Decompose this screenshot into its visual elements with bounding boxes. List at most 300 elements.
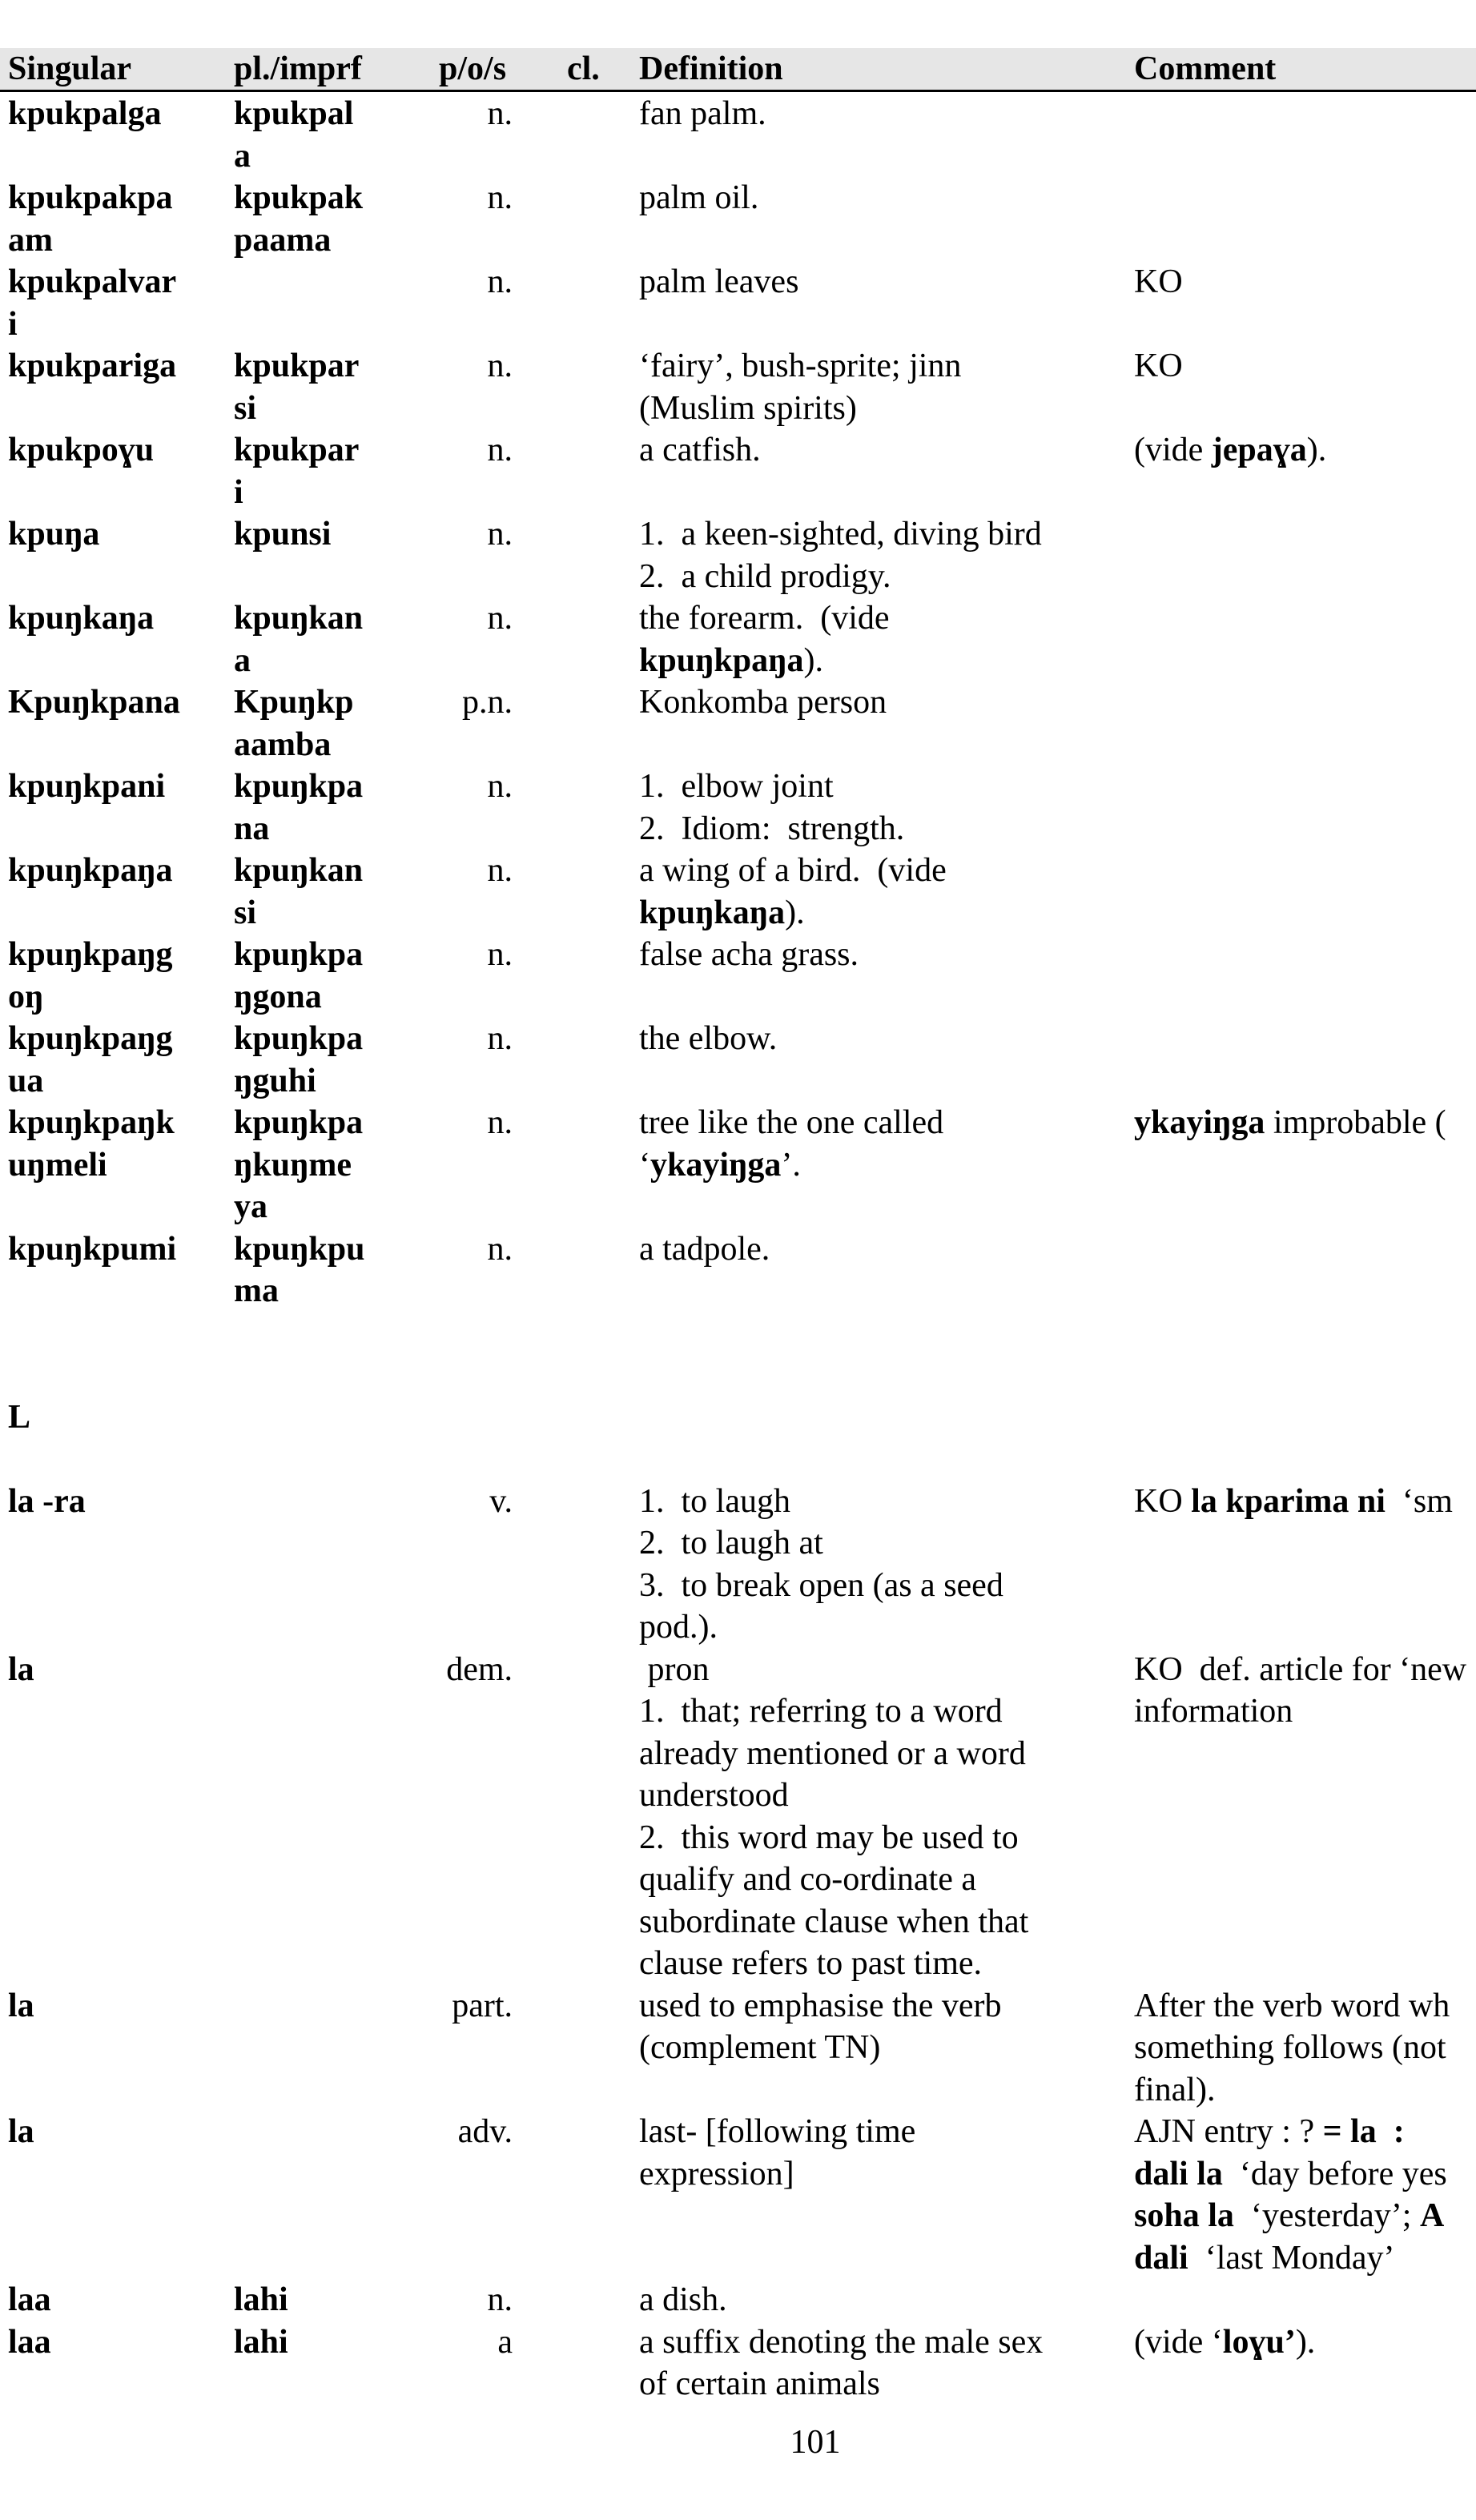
- text-run: pod.).: [639, 1609, 718, 1646]
- comment-cell-line: [1134, 2027, 1450, 2069]
- pos-cell: [400, 1228, 513, 1271]
- plural-cell-line: na: [234, 810, 270, 847]
- singular-cell-line: laa: [8, 2323, 51, 2361]
- definition-cell-line: [639, 513, 1042, 556]
- dictionary-table: [0, 93, 1476, 2405]
- plural-cell-line: kpukpar: [234, 432, 360, 468]
- table-row: [0, 1228, 1476, 1312]
- bold-term: dali la: [1134, 2155, 1223, 2192]
- pos-cell-line: n.: [487, 263, 513, 300]
- plural-cell: [234, 934, 363, 1018]
- singular-cell-line: kpuŋkpumi: [8, 1230, 177, 1268]
- definition-cell-line: [639, 1102, 943, 1144]
- plural-cell-line: kpuŋkpa: [234, 936, 364, 973]
- plural-cell-line: i: [234, 473, 243, 511]
- pos-cell: [400, 934, 513, 976]
- definition-cell-line: [639, 261, 798, 303]
- plural-cell: [234, 429, 359, 513]
- text-run: ‘yesterday’;: [1233, 2197, 1420, 2234]
- text-run: 1. to laugh: [639, 1482, 790, 1520]
- singular-cell: [8, 513, 99, 556]
- pos-cell: [400, 261, 513, 303]
- text-run: a tadpole.: [639, 1230, 770, 1268]
- singular-cell: [8, 2279, 51, 2321]
- plural-cell-line: si: [234, 894, 257, 931]
- singular-cell: [8, 261, 176, 345]
- definition-cell-line: [639, 1774, 1028, 1817]
- plural-cell: [234, 513, 331, 556]
- plural-cell-line: kpuŋkpa: [234, 768, 364, 805]
- pos-cell-line: n.: [487, 348, 513, 384]
- text-run: 1. elbow joint: [639, 768, 834, 805]
- pos-cell-line: n.: [487, 600, 513, 637]
- plural-cell-line: kpunsi: [234, 516, 332, 553]
- plural-cell: [234, 597, 363, 681]
- text-run: false acha grass.: [639, 936, 859, 973]
- singular-cell-line: laa: [8, 2281, 51, 2318]
- comment-cell: [1134, 345, 1183, 388]
- table-row: [0, 93, 1476, 177]
- text-run: (complement TN): [639, 2029, 881, 2066]
- singular-cell-line: ua: [8, 1062, 44, 1099]
- plural-cell-line: lahi: [234, 2281, 288, 2318]
- singular-cell-line: la: [8, 1650, 34, 1688]
- plural-cell-line: kpukpar: [234, 348, 360, 384]
- comment-cell: [1134, 2321, 1315, 2364]
- singular-cell: [8, 1985, 34, 2028]
- plural-cell-line: paama: [234, 221, 332, 259]
- singular-cell-line: i: [8, 305, 18, 343]
- singular-cell: [8, 1481, 86, 1523]
- text-run: subordinate clause when that: [639, 1903, 1029, 1940]
- definition-cell-line: [639, 1606, 1003, 1649]
- singular-cell: [8, 681, 180, 724]
- text-run: last- [following time: [639, 2113, 916, 2150]
- table-row: [0, 2321, 1476, 2405]
- plural-cell-line: kpuŋkan: [234, 600, 364, 637]
- definition-cell-line: [639, 1228, 770, 1271]
- singular-cell-line: kpuŋkpaŋa: [8, 852, 173, 889]
- definition-cell: [639, 177, 758, 219]
- text-run: After the verb word wh: [1134, 1987, 1450, 2024]
- text-run: fan palm.: [639, 95, 766, 132]
- plural-cell-line: si: [234, 389, 257, 427]
- plural-cell: [234, 2279, 288, 2321]
- pos-cell-line: n.: [487, 516, 513, 553]
- singular-cell: [8, 429, 154, 472]
- definition-cell: [639, 1985, 1002, 2069]
- singular-cell-line: la: [8, 2113, 34, 2150]
- singular-cell-line: kpukpariga: [8, 348, 177, 384]
- table-row: [0, 513, 1476, 597]
- bold-term: jepaɣa: [1211, 432, 1307, 468]
- table-row: [0, 345, 1476, 429]
- pos-cell: [400, 429, 513, 472]
- definition-cell-line: [639, 597, 890, 640]
- pos-cell: [400, 1018, 513, 1060]
- plural-cell: [234, 345, 359, 429]
- plural-cell: [234, 177, 363, 261]
- text-run: KO: [1134, 348, 1183, 384]
- comment-cell-line: [1134, 429, 1326, 472]
- plural-cell-line: kpuŋkpa: [234, 1020, 364, 1057]
- definition-cell-line: [639, 388, 961, 430]
- definition-cell-line: [639, 2321, 1043, 2364]
- definition-cell-line: [639, 1859, 1028, 1901]
- text-run: ‘last Monday’: [1188, 2239, 1395, 2277]
- comment-cell-line: [1134, 2069, 1450, 2112]
- plural-cell-line: kpukpak: [234, 179, 364, 216]
- pos-cell: [400, 345, 513, 388]
- definition-cell: [639, 2279, 727, 2321]
- definition-cell: [639, 850, 947, 934]
- singular-cell-line: kpuŋkpaŋg: [8, 1020, 173, 1057]
- definition-cell-line: [639, 429, 761, 472]
- pos-cell: [400, 177, 513, 219]
- pos-cell: [400, 2279, 513, 2321]
- definition-cell-line: [639, 2279, 727, 2321]
- plural-cell-line: a: [234, 641, 251, 679]
- singular-cell: [8, 934, 173, 1018]
- text-run: understood: [639, 1777, 789, 1814]
- text-run: information: [1134, 1693, 1293, 1730]
- text-run: ).: [1306, 432, 1327, 468]
- singular-cell-line: kpuŋa: [8, 516, 100, 553]
- text-run: 2. to laugh at: [639, 1525, 823, 1561]
- table-row: [0, 766, 1476, 850]
- table-row: [0, 1481, 1476, 1649]
- singular-cell: [8, 93, 161, 135]
- definition-cell: [639, 261, 798, 303]
- text-run: the elbow.: [639, 1020, 778, 1057]
- table-row: [0, 597, 1476, 681]
- definition-cell: [639, 2321, 1043, 2405]
- text-run: palm leaves: [639, 263, 799, 300]
- plural-cell-line: aamba: [234, 725, 332, 763]
- singular-cell: [8, 1018, 173, 1102]
- plural-cell: [234, 1228, 365, 1312]
- text-run: KO def. article for ‘new: [1134, 1650, 1467, 1688]
- singular-cell-line: kpuŋkpaŋk: [8, 1104, 175, 1141]
- header-pos: p/o/s: [439, 50, 507, 87]
- table-row: [0, 1102, 1476, 1228]
- text-run: palm oil.: [639, 179, 759, 216]
- singular-cell: [8, 850, 173, 892]
- definition-cell-line: [639, 177, 758, 219]
- singular-cell-line: kpuŋkpaŋg: [8, 936, 173, 973]
- definition-cell-line: [639, 850, 947, 892]
- definition-cell-line: [639, 1481, 1003, 1523]
- definition-cell-line: [639, 2111, 915, 2153]
- pos-cell: [400, 2321, 513, 2364]
- plural-cell-line: lahi: [234, 2323, 288, 2361]
- definition-cell-line: [639, 808, 904, 850]
- definition-cell: [639, 1649, 1028, 1985]
- bold-term: la kparima ni: [1191, 1482, 1386, 1520]
- comment-cell-line: [1134, 1985, 1450, 2028]
- text-run: a catfish.: [639, 432, 761, 468]
- singular-cell-line: la -ra: [8, 1482, 86, 1520]
- pos-cell: [400, 681, 513, 724]
- definition-cell-line: [639, 1901, 1028, 1943]
- header-plural: pl./imprf: [234, 50, 362, 87]
- table-row: [0, 2279, 1476, 2321]
- singular-cell: [8, 2111, 34, 2153]
- definition-cell: [639, 1018, 777, 1060]
- comment-cell-line: [1134, 2321, 1315, 2364]
- definition-cell: [639, 429, 761, 472]
- text-run: already mentioned or a word: [639, 1734, 1026, 1772]
- comment-cell: [1134, 1985, 1450, 2112]
- definition-cell: [639, 93, 766, 135]
- definition-cell-line: [639, 1565, 1003, 1607]
- text-run: improbable (: [1265, 1104, 1446, 1141]
- definition-cell-line: [639, 556, 1042, 598]
- table-row: [0, 1985, 1476, 2112]
- text-run: 1. a keen-sighted, diving bird: [639, 516, 1042, 553]
- pos-cell: [400, 1102, 513, 1144]
- text-run: ).: [803, 641, 824, 679]
- definition-cell: [639, 513, 1042, 597]
- table-row: [0, 681, 1476, 766]
- comment-cell-line: [1134, 2153, 1447, 2196]
- singular-cell-line: Kpuŋkpana: [8, 684, 180, 721]
- singular-cell: [8, 2321, 51, 2364]
- pos-cell-line: p.n.: [462, 684, 513, 721]
- comment-cell-line: [1134, 1102, 1446, 1144]
- definition-cell: [639, 1102, 943, 1186]
- definition-cell: [639, 681, 887, 724]
- singular-cell: [8, 597, 154, 640]
- pos-cell: [400, 1649, 513, 1691]
- pos-cell-line: n.: [487, 936, 513, 973]
- pos-cell-line: v.: [489, 1482, 513, 1520]
- definition-cell-line: [639, 2153, 915, 2196]
- comment-cell: [1134, 1649, 1466, 1733]
- definition-cell: [639, 597, 890, 681]
- text-run: expression]: [639, 2155, 794, 2192]
- definition-cell-line: [639, 892, 947, 934]
- text-run: 3. to break open (as a seed: [639, 1566, 1003, 1604]
- comment-cell-line: [1134, 2195, 1447, 2237]
- pos-cell: [400, 850, 513, 892]
- definition-cell: [639, 934, 859, 976]
- plural-cell: [234, 681, 353, 766]
- text-run: (Muslim spirits): [639, 389, 857, 427]
- definition-cell-line: [639, 1690, 1028, 1733]
- plural-cell: [234, 850, 363, 934]
- header-singular: Singular: [8, 50, 132, 87]
- table-row: [0, 850, 1476, 934]
- singular-cell-line: kpukpalvar: [8, 263, 177, 300]
- pos-cell-line: n.: [487, 432, 513, 468]
- comment-cell-line: [1134, 1481, 1453, 1523]
- definition-cell-line: [639, 1733, 1028, 1775]
- section-heading: L: [8, 1398, 31, 1436]
- text-run: ‘day before yes: [1222, 2155, 1447, 2192]
- comment-cell: [1134, 1481, 1453, 1523]
- text-run: qualify and co-ordinate a: [639, 1861, 976, 1898]
- text-run: Konkomba person: [639, 684, 887, 721]
- text-run: AJN entry : ?: [1134, 2113, 1323, 2150]
- definition-cell-line: [639, 1144, 943, 1187]
- table-row: [0, 2111, 1476, 2279]
- pos-cell-line: n.: [487, 1230, 513, 1268]
- singular-cell-line: uŋmeli: [8, 1146, 107, 1184]
- pos-cell-line: adv.: [457, 2113, 513, 2150]
- plural-cell-line: ma: [234, 1272, 279, 1309]
- pos-cell: [400, 513, 513, 556]
- pos-cell-line: n.: [487, 768, 513, 805]
- text-run: 2. a child prodigy.: [639, 557, 891, 595]
- header-comment: Comment: [1134, 50, 1277, 87]
- text-run: (vide ‘: [1134, 2323, 1223, 2361]
- text-run: KO: [1134, 263, 1183, 300]
- plural-cell-line: kpukpal: [234, 95, 354, 132]
- pos-cell-line: a: [497, 2323, 513, 2361]
- bold-term: kpuŋkaŋa: [639, 894, 786, 931]
- header-definition: Definition: [639, 50, 783, 87]
- definition-cell-line: [639, 1649, 1028, 1691]
- text-run: 2. Idiom: strength.: [639, 810, 905, 847]
- singular-cell: [8, 1228, 176, 1271]
- singular-cell-line: oŋ: [8, 978, 44, 1015]
- pos-cell-line: n.: [487, 2281, 513, 2318]
- pos-cell-line: dem.: [446, 1650, 513, 1688]
- definition-cell: [639, 1228, 770, 1271]
- singular-cell: [8, 345, 176, 388]
- text-run: KO: [1134, 1482, 1192, 1520]
- plural-cell: [234, 93, 353, 177]
- plural-cell: [234, 1018, 363, 1102]
- text-run: (vide: [1134, 432, 1212, 468]
- pos-cell: [400, 1985, 513, 2028]
- plural-cell-line: ya: [234, 1188, 267, 1225]
- plural-cell: [234, 2321, 288, 2364]
- bold-term: = la :: [1322, 2113, 1405, 2150]
- text-run: pron: [639, 1650, 710, 1688]
- bold-term: loɣu’: [1222, 2323, 1296, 2361]
- definition-cell-line: [639, 1943, 1028, 1985]
- definition-cell-line: [639, 93, 766, 135]
- definition-cell: [639, 1481, 1003, 1649]
- plural-cell-line: kpuŋkan: [234, 852, 364, 889]
- bold-term: dali: [1134, 2239, 1188, 2277]
- text-run: ‘fairy’, bush-sprite; jinn: [639, 348, 962, 384]
- singular-cell: [8, 766, 165, 808]
- bold-term: ykayiŋga: [1134, 1104, 1265, 1141]
- comment-cell-line: [1134, 2237, 1447, 2280]
- pos-cell-line: n.: [487, 1020, 513, 1057]
- singular-cell-line: la: [8, 1987, 34, 2024]
- plural-cell-line: ŋkuŋme: [234, 1146, 352, 1184]
- plural-cell-line: Kpuŋkp: [234, 684, 354, 721]
- comment-cell-line: [1134, 345, 1183, 388]
- definition-cell: [639, 345, 961, 429]
- pos-cell: [400, 766, 513, 808]
- pos-cell-line: n.: [487, 1104, 513, 1141]
- plural-cell: [234, 1102, 363, 1228]
- plural-cell-line: ŋguhi: [234, 1062, 316, 1099]
- definition-cell-line: [639, 681, 887, 724]
- definition-cell: [639, 2111, 915, 2195]
- text-run: used to emphasise the verb: [639, 1987, 1002, 2024]
- text-run: a wing of a bird. (vide: [639, 852, 947, 889]
- table-row: [0, 1018, 1476, 1102]
- comment-cell: [1134, 261, 1183, 303]
- table-row: [0, 177, 1476, 261]
- text-run: a dish.: [639, 2281, 727, 2318]
- singular-cell: [8, 1102, 175, 1186]
- page-number: 101: [790, 2424, 841, 2461]
- table-row: [0, 429, 1476, 513]
- table-header: [0, 48, 1476, 92]
- comment-cell: [1134, 2111, 1447, 2279]
- text-run: 1. that; referring to a word: [639, 1693, 1003, 1730]
- text-run: clause refers to past time.: [639, 1945, 982, 1982]
- definition-cell-line: [639, 1985, 1002, 2028]
- definition-cell-line: [639, 2027, 1002, 2069]
- bold-term: kpuŋkpaŋa: [639, 641, 804, 679]
- bold-term: ykayiŋga: [650, 1146, 782, 1184]
- table-row: [0, 1649, 1476, 1985]
- table-row: [0, 934, 1476, 1018]
- text-run: a suffix denoting the male sex: [639, 2323, 1044, 2361]
- text-run: ).: [785, 894, 805, 931]
- plural-cell-line: kpuŋkpu: [234, 1230, 365, 1268]
- pos-cell-line: n.: [487, 179, 513, 216]
- table-row: [0, 261, 1476, 345]
- pos-cell: [400, 597, 513, 640]
- pos-cell: [400, 93, 513, 135]
- text-run: ’.: [781, 1146, 801, 1184]
- pos-cell: [400, 2111, 513, 2153]
- definition-cell-line: [639, 1018, 777, 1060]
- text-run: of certain animals: [639, 2365, 880, 2402]
- text-run: final).: [1134, 2071, 1216, 2108]
- text-run: ‘: [639, 1146, 650, 1184]
- text-run: 2. this word may be used to: [639, 1819, 1019, 1856]
- definition-cell-line: [639, 2363, 1043, 2405]
- definition-cell-line: [639, 766, 904, 808]
- plural-cell-line: a: [234, 137, 251, 175]
- singular-cell-line: kpukpalga: [8, 95, 162, 132]
- pos-cell-line: part.: [452, 1987, 513, 2024]
- text-run: ).: [1295, 2323, 1316, 2361]
- definition-cell-line: [639, 1522, 1003, 1565]
- plural-cell: [234, 766, 363, 850]
- text-run: ‘sm: [1385, 1482, 1453, 1520]
- comment-cell: [1134, 429, 1326, 472]
- singular-cell-line: kpuŋkaŋa: [8, 600, 155, 637]
- text-run: something follows (not: [1134, 2029, 1446, 2066]
- text-run: tree like the one called: [639, 1104, 944, 1141]
- singular-cell: [8, 1649, 34, 1691]
- comment-cell-line: [1134, 1649, 1466, 1691]
- singular-cell-line: kpukpoɣu: [8, 432, 155, 468]
- definition-cell-line: [639, 640, 890, 682]
- text-run: the forearm. (vide: [639, 600, 890, 637]
- singular-cell-line: kpuŋkpani: [8, 768, 166, 805]
- definition-cell: [639, 766, 904, 850]
- singular-cell-line: kpukpakpa: [8, 179, 173, 216]
- singular-cell-line: am: [8, 221, 53, 259]
- comment-cell: [1134, 1102, 1446, 1144]
- pos-cell-line: n.: [487, 852, 513, 889]
- comment-cell-line: [1134, 1690, 1466, 1733]
- header-class: cl.: [567, 50, 600, 87]
- pos-cell: [400, 1481, 513, 1523]
